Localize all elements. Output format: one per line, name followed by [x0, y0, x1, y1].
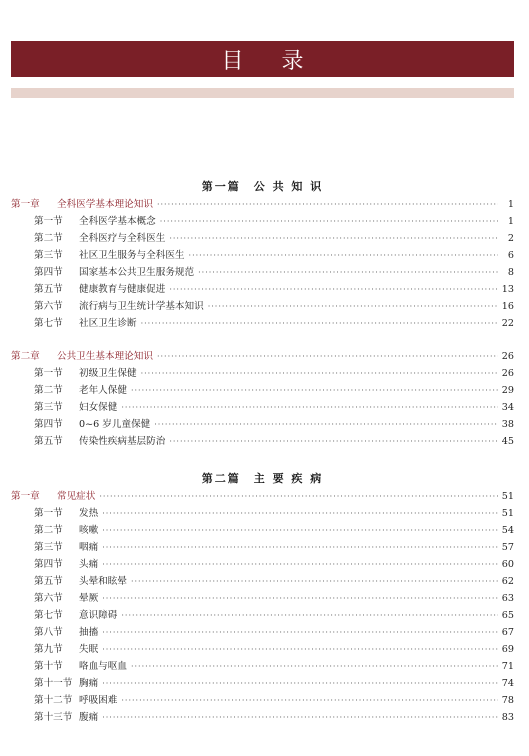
section-title: 咯血与呕血 [79, 661, 127, 672]
section-number: 第十一节 [34, 678, 73, 689]
dot-leader [131, 658, 498, 675]
section-title: 咳嗽 [79, 525, 99, 536]
page-number: 65 [501, 610, 514, 621]
toc-section-entry[interactable] [11, 213, 514, 230]
dot-leader [131, 382, 498, 399]
page-title: 目录 [221, 48, 342, 74]
chapter-title: 常见症状 [57, 491, 96, 502]
section-number: 第五节 [34, 436, 63, 447]
dot-leader [169, 433, 497, 450]
page-number: 62 [501, 576, 514, 587]
toc-section-entry[interactable] [11, 675, 514, 692]
toc-section-entry[interactable] [11, 264, 514, 281]
page-number: 45 [501, 436, 514, 447]
page-number: 71 [501, 661, 514, 672]
section-title: 全科医疗与全科医生 [79, 233, 166, 244]
page-number: 78 [501, 695, 514, 706]
page-number: 38 [501, 419, 514, 430]
section-title: 头痛 [79, 559, 99, 570]
dot-leader [102, 624, 498, 641]
page-number: 2 [507, 233, 514, 244]
section-number: 第四节 [34, 559, 63, 570]
dot-leader [102, 505, 498, 522]
section-number: 第二节 [34, 525, 63, 536]
section-title: 全科医学基本概念 [79, 216, 156, 227]
part-heading: 第一篇 公 共 知 识 [201, 180, 324, 193]
section-title: 初级卫生保健 [79, 368, 137, 379]
section-title: 咽痛 [79, 542, 99, 553]
dot-leader [121, 692, 497, 709]
toc-section-entry[interactable] [11, 230, 514, 247]
dot-leader [102, 641, 498, 658]
section-title: 0~6 岁儿童保健 [79, 419, 151, 430]
section-number: 第十二节 [34, 695, 73, 706]
section-number: 第一节 [34, 508, 63, 519]
page-number: 16 [501, 301, 514, 312]
chapter-number: 第二章 [11, 351, 40, 362]
page-number: 60 [501, 559, 514, 570]
dot-leader [160, 213, 498, 230]
toc-chapter-entry[interactable] [11, 196, 514, 213]
section-number: 第六节 [34, 593, 63, 604]
toc-section-entry[interactable] [11, 658, 514, 675]
toc-section-entry[interactable] [11, 556, 514, 573]
section-title: 呼吸困难 [79, 695, 118, 706]
section-number: 第十节 [34, 661, 63, 672]
section-number: 第一节 [34, 368, 63, 379]
chapter-title: 公共卫生基本理论知识 [57, 351, 153, 362]
section-number: 第二节 [34, 233, 63, 244]
dot-leader [121, 399, 497, 416]
section-title: 社区卫生服务与全科医生 [79, 250, 185, 261]
dot-leader [121, 607, 497, 624]
section-title: 晕厥 [79, 593, 99, 604]
toc-chapter-entry[interactable] [11, 488, 514, 505]
section-title: 健康教育与健康促进 [79, 284, 166, 295]
section-number: 第三节 [34, 402, 63, 413]
section-title: 妇女保健 [79, 402, 118, 413]
section-title: 传染性疾病基层防治 [79, 436, 166, 447]
toc-section-entry[interactable] [11, 641, 514, 658]
dot-leader [102, 556, 498, 573]
chapter-number: 第一章 [11, 491, 40, 502]
section-title: 老年人保健 [79, 385, 127, 396]
page-number: 54 [501, 525, 514, 536]
page-number: 6 [507, 250, 514, 261]
page-number: 34 [501, 402, 514, 413]
page-number: 63 [501, 593, 514, 604]
dot-leader [154, 416, 498, 433]
toc-section-entry[interactable] [11, 522, 514, 539]
section-title: 国家基本公共卫生服务规范 [79, 267, 195, 278]
page-number: 74 [501, 678, 514, 689]
toc-section-entry[interactable] [11, 539, 514, 556]
toc-section-entry[interactable] [11, 281, 514, 298]
dot-leader [102, 522, 498, 539]
toc-chapter-entry[interactable] [11, 348, 514, 365]
section-title: 失眠 [79, 644, 99, 655]
dot-leader [141, 315, 498, 332]
toc-section-entry[interactable] [11, 298, 514, 315]
page-number: 1 [507, 216, 514, 227]
dot-leader [189, 247, 498, 264]
toc-section-entry[interactable] [11, 624, 514, 641]
page-number: 51 [501, 508, 514, 519]
page-number: 13 [501, 284, 514, 295]
page-number: 57 [501, 542, 514, 553]
section-title: 社区卫生诊断 [79, 318, 137, 329]
toc-section-entry[interactable] [11, 399, 514, 416]
toc-section-entry[interactable] [11, 382, 514, 399]
toc-section-entry[interactable] [11, 247, 514, 264]
section-number: 第七节 [34, 610, 63, 621]
dot-leader [131, 573, 498, 590]
section-number: 第二节 [34, 385, 63, 396]
section-number: 第四节 [34, 267, 63, 278]
chapter-number: 第一章 [11, 199, 40, 210]
section-title: 流行病与卫生统计学基本知识 [79, 301, 204, 312]
dot-leader [157, 348, 498, 365]
section-number: 第五节 [34, 284, 63, 295]
toc-section-entry[interactable] [11, 573, 514, 590]
toc-section-entry[interactable] [11, 365, 514, 382]
page-number: 69 [501, 644, 514, 655]
section-number: 第四节 [34, 419, 63, 430]
section-number: 第一节 [34, 216, 63, 227]
toc-section-entry[interactable] [11, 433, 514, 450]
dot-leader [208, 298, 498, 315]
section-number: 第五节 [34, 576, 63, 587]
page-number: 83 [501, 712, 514, 723]
dot-leader [169, 281, 497, 298]
dot-leader [169, 230, 498, 247]
table-of-contents [11, 178, 514, 726]
dot-leader [198, 264, 498, 281]
section-number: 第七节 [34, 318, 63, 329]
decorative-stripe [11, 88, 514, 98]
page-number: 51 [501, 491, 514, 502]
dot-leader [157, 196, 498, 213]
chapter-title: 全科医学基本理论知识 [57, 199, 153, 210]
dot-leader [102, 539, 498, 556]
section-title: 发热 [79, 508, 99, 519]
section-number: 第三节 [34, 542, 63, 553]
dot-leader [102, 709, 498, 726]
section-title: 意识障碍 [79, 610, 118, 621]
toc-section-entry[interactable] [11, 607, 514, 624]
page-number: 26 [501, 368, 514, 379]
section-title: 胸痛 [79, 678, 99, 689]
page-number: 1 [507, 199, 514, 210]
dot-leader [99, 488, 497, 505]
toc-section-entry[interactable] [11, 416, 514, 433]
section-number: 第八节 [34, 627, 63, 638]
toc-section-entry[interactable] [11, 590, 514, 607]
section-number: 第十三节 [34, 712, 73, 723]
section-number: 第三节 [34, 250, 63, 261]
toc-section-entry[interactable] [11, 692, 514, 709]
section-number: 第六节 [34, 301, 63, 312]
page-number: 67 [501, 627, 514, 638]
page-number: 26 [501, 351, 514, 362]
dot-leader [102, 590, 498, 607]
section-number: 第九节 [34, 644, 63, 655]
toc-section-entry[interactable] [11, 315, 514, 332]
dot-leader [102, 675, 498, 692]
page-number: 29 [501, 385, 514, 396]
part-heading: 第二篇 主 要 疾 病 [201, 472, 324, 485]
toc-section-entry[interactable] [11, 505, 514, 522]
toc-section-entry[interactable] [11, 709, 514, 726]
section-title: 腹痛 [79, 712, 99, 723]
chapter-spacer [11, 332, 514, 348]
section-title: 头晕和眩晕 [79, 576, 127, 587]
dot-leader [141, 365, 498, 382]
page-number: 8 [507, 267, 514, 278]
section-title: 抽搐 [79, 627, 99, 638]
page-number: 22 [501, 318, 514, 329]
title-banner [11, 41, 514, 77]
